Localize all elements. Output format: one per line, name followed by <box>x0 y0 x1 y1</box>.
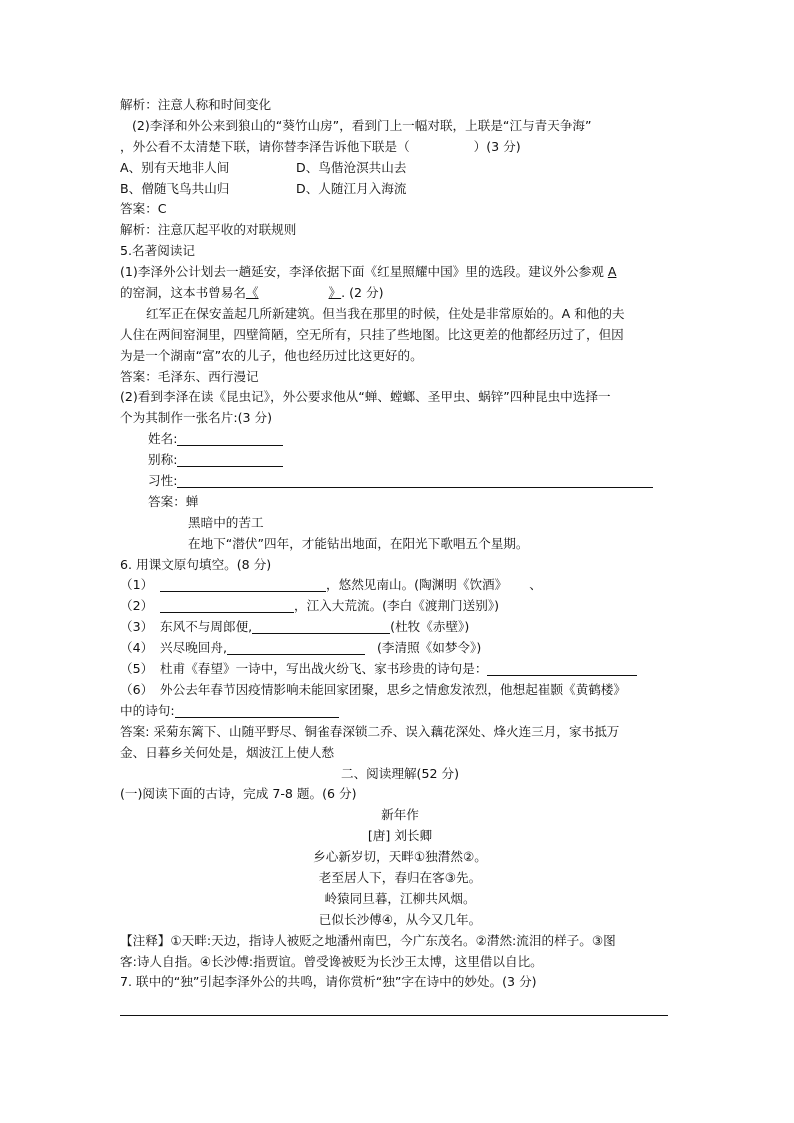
question-5-2-text: (2)看到李泽在读《昆虫记》，外公要求他从“蝉、螳螂、圣甲虫、蜗锌”四种昆虫中选择一 <box>120 389 611 405</box>
option-a: A、别有天地非人间 <box>120 159 230 175</box>
section-5-heading: 5.名著阅读记 <box>120 243 195 259</box>
answer-alias: 黑暗中的苦工 <box>188 514 264 530</box>
answer-line-cont: 金、日暮乡关何处是，烟波江上使人愁 <box>120 744 335 760</box>
option-row-1 <box>120 158 680 179</box>
question-7-text: 7. 联中的“独”引起李泽外公的共鸣，请你赏析“独”字在诗中的妙处。(3 分) <box>120 974 537 990</box>
fill-question-6: （6） 外公去年春节因疫情影响未能回家团聚，思乡之情愈发浓烈，他想起崔颢《黄鹤楼》 <box>120 681 626 697</box>
document-content <box>120 95 680 1016</box>
fill-blank <box>487 661 637 676</box>
poem-line: 已似长沙傅④，从今又几年。 <box>318 911 482 927</box>
fill-question-5: （5） 杜甫《春望》一诗中，写出战火纷飞、家书珍贵的诗句是： <box>120 659 680 680</box>
fill-blank <box>160 598 294 613</box>
option-d1: D、鸟偕沧溟共山去 <box>296 159 407 175</box>
option-b: B、僧随飞鸟共山归 <box>120 180 230 196</box>
fill-question-3: （3） 东风不与周郎便, (杜牧《赤壁》) <box>120 619 470 635</box>
answer-rule-line <box>120 993 668 1016</box>
excerpt-line: 人住在两间窑洞里，四壁简陋，空无所有，只挂了些地图。比这更差的他都经历过了，但因 <box>120 326 624 342</box>
fill-blank <box>177 452 283 467</box>
excerpt-line: 为是一个湖南“富”农的儿子，他也经历过比这更好的。 <box>120 347 423 363</box>
fill-blank <box>177 473 653 488</box>
poem-line: 岭猿同旦暮，江柳共风烟。 <box>324 890 476 906</box>
fill-blank <box>227 640 365 655</box>
option-row-2 <box>120 179 680 200</box>
card-alias-field: 别称: <box>120 450 680 471</box>
section-6-heading: 6. 用课文原句填空。(8 分) <box>120 556 272 572</box>
answer-line: 答案：毛泽东、西行漫记 <box>120 368 259 384</box>
answer-line: 答案: 采菊东篱下、山随平野尽、铜雀春深锁二乔、误入藕花深处、烽火连三月，家书抵万 <box>120 723 620 739</box>
fill-blank <box>252 619 390 634</box>
poem-notes: 【注释】①天畔:天边，指诗人被贬之地潘州南巴，今广东茂名。②潸然:流泪的样子。③图 <box>120 932 616 948</box>
question-5-2-text-cont: 个为其制作一张名片:(3 分) <box>120 410 273 426</box>
poem-notes-cont: 客:诗人自指。④长沙傅:指贾谊。曾受谗被贬为长沙王太博，这里借以自比。 <box>120 953 543 969</box>
question-5-1-text: (1)李泽外公计划去一趟延安，李泽依据下面《红星照耀中国》里的选段。建议外公参观 A <box>120 264 617 280</box>
fill-question-2: （2） ，江入大荒流。(李白《渡荆门送别》) <box>120 598 500 614</box>
question-2-text-cont: ，外公看不太清楚下联，请你替李泽告诉他下联是（ ）(3 分) <box>120 138 521 154</box>
answer-line: 答案：蝉 <box>148 493 199 509</box>
fill-blank <box>177 431 283 446</box>
fill-blank <box>160 577 326 592</box>
section-2-heading: 二、阅读理解(52 分) <box>340 765 459 781</box>
fill-blank <box>175 703 339 718</box>
fill-question-1: （1） ，悠然见南山。(陶渊明《饮酒》 、 <box>120 577 542 593</box>
option-d2: D、人随江月入海流 <box>296 180 407 196</box>
fill-question-4: （4） 兴尽晚回舟, (李清照《如梦令》) <box>120 640 482 656</box>
poem-title: 新年作 <box>381 807 419 823</box>
analysis-line: 解析：注意人称和时间变化 <box>120 97 272 112</box>
poem-author: [唐] 刘长卿 <box>367 828 433 844</box>
analysis-line: 解析：注意仄起平收的对联规则 <box>120 222 297 238</box>
question-5-1-text-cont: 的窑洞，这本书曾易名《 》. (2 分) <box>120 285 384 301</box>
card-name-field: 姓名: <box>120 429 680 450</box>
question-2-text: (2)李泽和外公来到狼山的“葵竹山房”，看到门上一幅对联，上联是“江与青天争海” <box>132 117 592 133</box>
poem-line: 乡心新岁切，天畔①独潸然②。 <box>313 849 487 865</box>
poem-line: 老至居人下，春归在客③先。 <box>318 869 482 885</box>
reading-1-instruction: (一)阅读下面的古诗，完成 7-8 题。(6 分) <box>120 786 357 802</box>
fill-question-6-cont: 中的诗句: <box>120 701 680 722</box>
answer-line: 答案：C <box>120 201 167 217</box>
answer-habit: 在地下“潜伏”四年，才能钻出地面，在阳光下歌唱五个星期。 <box>188 535 529 551</box>
card-habit-field: 习性: <box>120 471 680 492</box>
excerpt-line: 红军正在保安盖起几所新建筑。但当我在那里的时候，住处是非常原始的。A 和他的夫 <box>146 305 625 321</box>
